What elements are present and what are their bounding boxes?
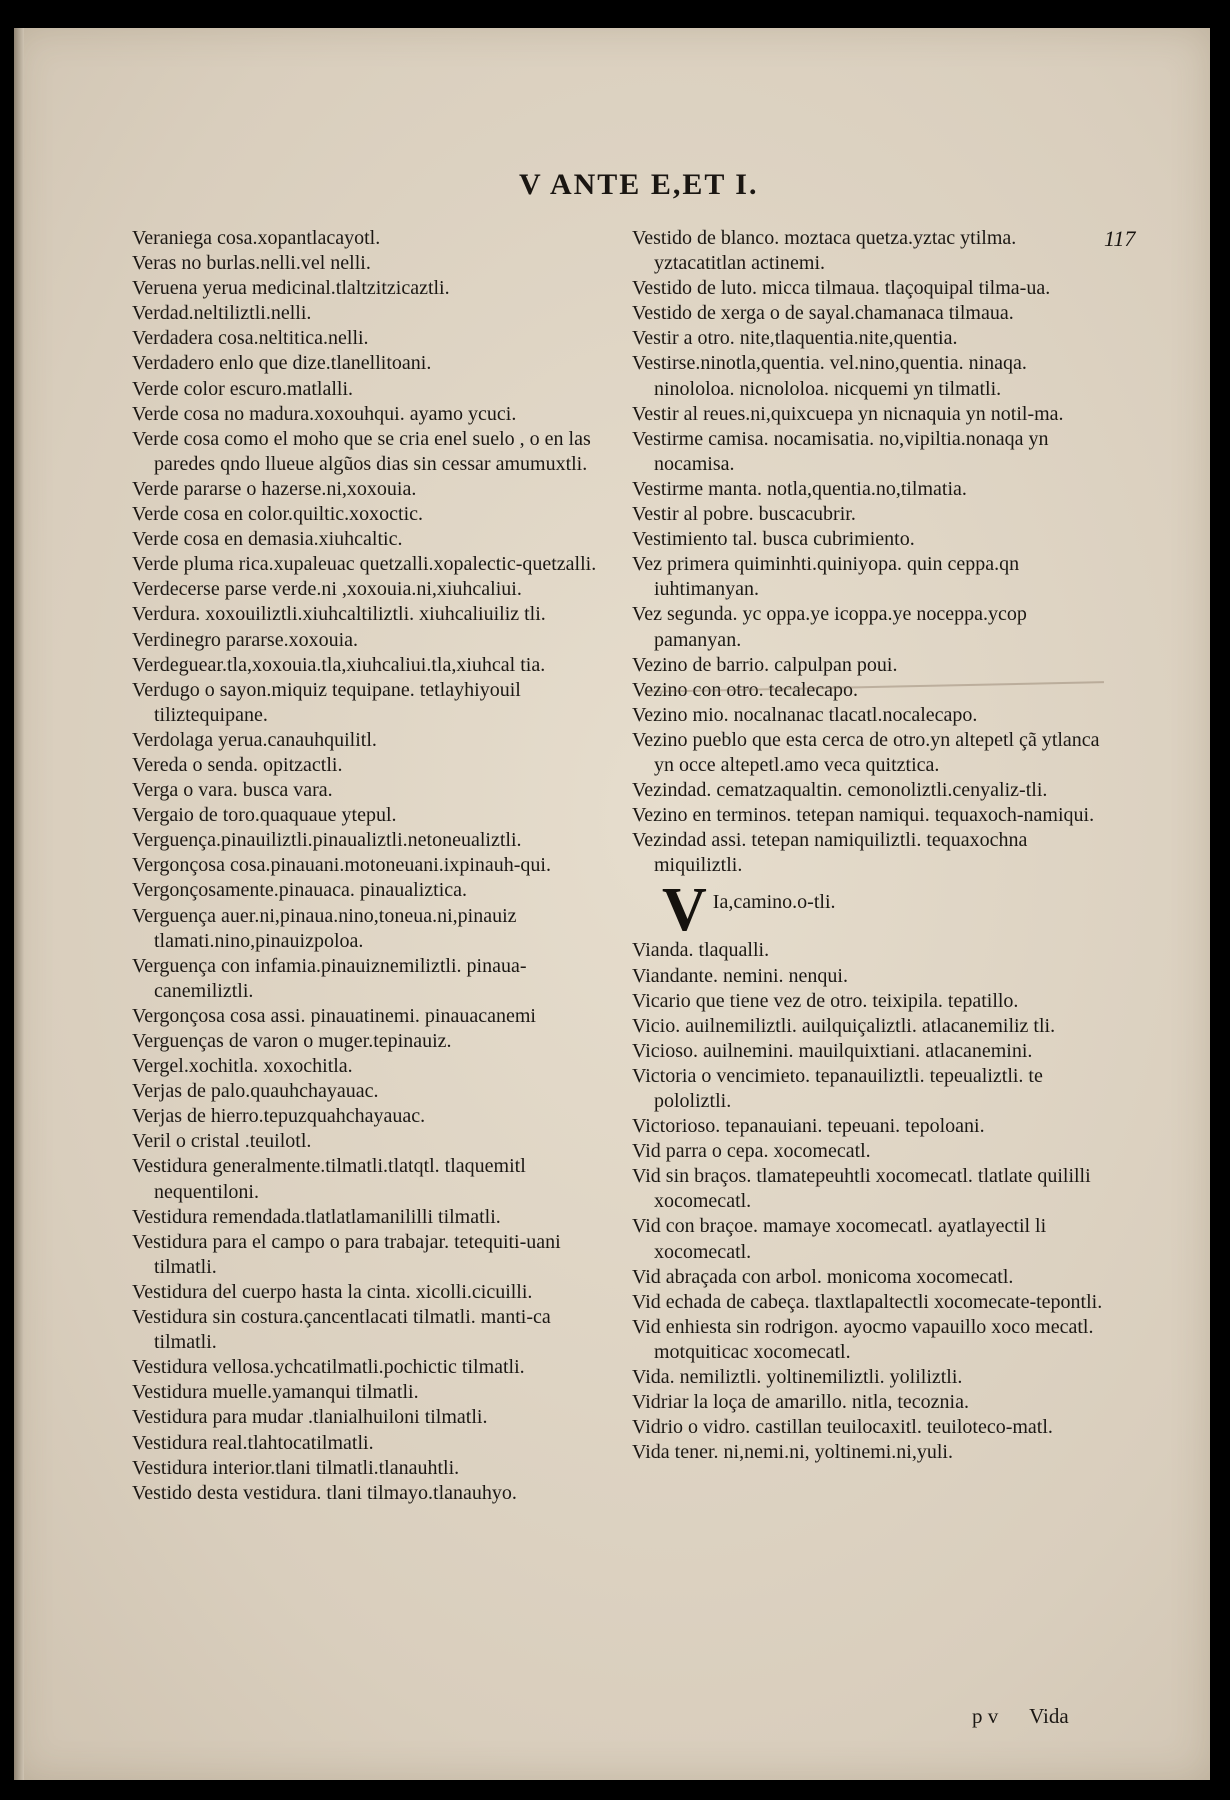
dictionary-entry: Vid parra o cepa. xocomecatl.: [632, 1140, 871, 1163]
dictionary-entry: Vid echada de cabeça. tlaxtlapaltectli xocomecate-tepontli.: [632, 1290, 1103, 1313]
dictionary-entry: Vida tener. ni,nemi.ni, yoltinemi.ni,yuli.: [632, 1441, 953, 1464]
dictionary-entry: Verde cosa como el moho que se cria enel suelo , o en las paredes qndo llueue algũos dias sin cessar amumuxtli.: [132, 427, 591, 475]
right-column-entries-after: [632, 938, 1110, 1465]
dictionary-entry: Vestido de blanco. moztaca quetza.yztac ytilma. yztacatitlan actinemi.: [632, 227, 1017, 275]
dictionary-entry: Victoria o vencimieto. tepanauiliztli. tepeualiztli. te pololiztli.: [632, 1064, 1043, 1112]
dictionary-entry: Vicario que tiene vez de otro. teixipila. tepatillo.: [632, 989, 1019, 1012]
dictionary-entry: Verguença auer.ni,pinaua.nino,toneua.ni,pinauiz tlamati.nino,pinauizpoloa.: [132, 904, 517, 952]
dictionary-entry: Vestidura muelle.yamanqui tilmatli.: [132, 1381, 419, 1404]
dictionary-entry: Vestidura interior.tlani tilmatli.tlanauhtli.: [132, 1456, 460, 1479]
dictionary-entry: Vestidura real.tlahtocatilmatli.: [132, 1431, 374, 1454]
catchword: Vida: [1029, 1704, 1069, 1728]
dictionary-entry: Verga o vara. busca vara.: [132, 779, 333, 802]
dictionary-entry: Vestidura para mudar .tlanialhuiloni tilmatli.: [132, 1406, 488, 1429]
signature-mark: p v: [972, 1704, 999, 1728]
dictionary-entry: Verguenças de varon o muger.tepinauiz.: [132, 1030, 452, 1052]
dictionary-entry: Verdeguear.tla,xoxouia.tla,xiuhcaliui.tla,xiuhcal tia.: [132, 653, 546, 676]
section-heading-text: Ia,camino.o-tli.: [712, 891, 836, 914]
dictionary-entry: Verde cosa en demasia.xiuhcaltic.: [132, 528, 403, 551]
dictionary-entry: Verdinegro pararse.xoxouia.: [132, 628, 359, 651]
dictionary-entry: Vergonçosamente.pinauaca. pinaualiztica.: [132, 879, 468, 902]
dictionary-entry: Vid abraçada con arbol. monicoma xocomecatl.: [632, 1265, 1014, 1288]
dictionary-entry: Vidriar la loça de amarillo. nitla, tecoznia.: [632, 1391, 969, 1414]
dictionary-entry: Vestimiento tal. busca cubrimiento.: [632, 528, 915, 551]
page-number: 117: [1104, 226, 1136, 251]
dictionary-entry: Verdadero enlo que dize.tlanellitoani.: [132, 352, 432, 375]
dictionary-entry: Vergel.xochitla. xoxochitla.: [132, 1055, 353, 1078]
dictionary-entry: Verjas de hierro.tepuzquahchayauac.: [132, 1105, 426, 1128]
running-head: V ANTE E,ET I.: [519, 168, 759, 201]
dictionary-entry: Vestir al pobre. buscacubrir.: [632, 503, 856, 526]
decorative-initial: V: [662, 876, 707, 945]
dictionary-entry: Vergonçosa cosa assi. pinauatinemi. pinauacanemi: [132, 1004, 536, 1027]
section-heading-vi: [632, 876, 1110, 945]
dictionary-entry: Verdad.neltiliztli.nelli.: [132, 302, 312, 325]
dictionary-entry: Verguença.pinauiliztli.pinaualiztli.netoneualiztli.: [132, 829, 522, 852]
dictionary-entry: Verjas de palo.quauhchayauac.: [132, 1080, 379, 1103]
dictionary-entry: Vestidura vellosa.ychcatilmatli.pochictic tilmatli.: [132, 1356, 525, 1379]
dictionary-entry: Vicioso. auilnemini. mauilquixtiani. atlacanemini.: [632, 1039, 1033, 1062]
dictionary-entry: Verde pararse o hazerse.ni,xoxouia.: [132, 477, 417, 500]
dictionary-entry: Veril o cristal .teuilotl.: [132, 1130, 312, 1153]
dictionary-entry: Vezindad assi. tetepan namiquiliztli. tequaxochna miquiliztli.: [632, 829, 1028, 877]
dictionary-entry: Vestidura para el campo o para trabajar. tetequiti-uani tilmatli.: [132, 1230, 561, 1278]
page-footer: [972, 1704, 1095, 1729]
dictionary-entry: Vestirme camisa. nocamisatia. no,vipiltia.nonaqa yn nocamisa.: [632, 427, 1049, 475]
dictionary-entry: Vestirme manta. notla,quentia.no,tilmatia.: [632, 477, 967, 500]
dictionary-entry: Vereda o senda. opitzactli.: [132, 753, 343, 776]
dictionary-entry: Verdura. xoxouiliztli.xiuhcaltiliztli. xiuhcaliuiliz tli.: [132, 603, 546, 626]
dictionary-entry: Vianda. tlaqualli.: [632, 939, 770, 962]
dictionary-entry: Verde color escuro.matlalli.: [132, 377, 354, 400]
dictionary-entry: Vestido de xerga o de sayal.chamanaca tilmaua.: [632, 302, 1014, 325]
dictionary-entry: Viandante. nemini. nenqui.: [632, 964, 848, 987]
dictionary-entry: Vestidura sin costura.çancentlacati tilmatli. manti-ca tilmatli.: [132, 1306, 551, 1354]
dictionary-entry: Veras no burlas.nelli.vel nelli.: [132, 252, 371, 275]
dictionary-entry: Veraniega cosa.xopantlacayotl.: [132, 227, 381, 249]
dictionary-entry: Verdugo o sayon.miquiz tequipane. tetlayhiyouil tiliztequipane.: [132, 678, 521, 726]
dictionary-entry: Verdecerse parse verde.ni ,xoxouia.ni,xiuhcaliui.: [132, 578, 522, 601]
dictionary-entry: Vicio. auilnemiliztli. auilquiçaliztli. atlacanemiliz tli.: [632, 1014, 1056, 1037]
dictionary-entry: Vestir al reues.ni,quixcuepa yn nicnaquia yn notil-ma.: [632, 402, 1064, 425]
right-column: [632, 226, 1110, 1465]
dictionary-entry: Vid con braçoe. mamaye xocomecatl. ayatlayectil li xocomecatl.: [632, 1215, 1047, 1263]
dictionary-entry: Vestidura remendada.tlatlatlamanililli tilmatli.: [132, 1205, 501, 1228]
dictionary-entry: Verdadera cosa.neltitica.nelli.: [132, 327, 369, 350]
dictionary-entry: Verdolaga yerua.canauhquilitl.: [132, 728, 377, 751]
dictionary-entry: Veruena yerua medicinal.tlaltzitzicaztli.: [132, 277, 450, 300]
dictionary-entry: Vestir a otro. nite,tlaquentia.nite,quentia.: [632, 327, 958, 350]
dictionary-entry: Verde cosa en color.quiltic.xoxoctic.: [132, 503, 424, 526]
dictionary-entry: Vezino con otro. tecalecapo.: [632, 678, 859, 701]
dictionary-entry: Verde pluma rica.xupaleuac quetzalli.xopalectic-quetzalli.: [132, 553, 597, 576]
dictionary-entry: Victorioso. tepanauiani. tepeuani. tepoloani.: [632, 1115, 985, 1138]
dictionary-entry: Vestido de luto. micca tilmaua. tlaçoquipal tilma-ua.: [632, 277, 1051, 300]
dictionary-entry: Vez segunda. yc oppa.ye icoppa.ye noceppa.ycop pamanyan.: [632, 603, 1027, 651]
right-column-entries-before: [632, 226, 1110, 878]
dictionary-entry: Vestidura generalmente.tilmatli.tlatqtl. tlaquemitl nequentiloni.: [132, 1155, 526, 1203]
dictionary-entry: Vezino mio. nocalnanac tlacatl.nocalecapo.: [632, 703, 978, 726]
dictionary-entry: Vida. nemiliztli. yoltinemiliztli. yoliliztli.: [632, 1366, 963, 1389]
dictionary-entry: Vestirse.ninotla,quentia. vel.nino,quentia. ninaqa. ninololoa. nicnololoa. nicquemi yn tilmatli.: [632, 352, 1027, 400]
dictionary-entry: Vergonçosa cosa.pinauani.motoneuani.ixpinauh-qui.: [132, 854, 551, 877]
dictionary-entry: Vez primera quiminhti.quiniyopa. quin ceppa.qn iuhtimanyan.: [632, 553, 1020, 601]
page-gutter: [14, 28, 24, 1780]
dictionary-entry: Vergaio de toro.quaquaue ytepul.: [132, 804, 397, 827]
dictionary-entry: Vezino de barrio. calpulpan poui.: [632, 653, 898, 676]
dictionary-entry: Verguença con infamia.pinauiznemiliztli. pinaua-canemiliztli.: [132, 954, 527, 1002]
book-page: [14, 28, 1210, 1780]
dictionary-entry: Vid enhiesta sin rodrigon. ayocmo vapauillo xoco mecatl. motquiticac xocomecatl.: [632, 1315, 1094, 1363]
dictionary-entry: Vezino pueblo que esta cerca de otro.yn altepetl çã ytlanca yn occe altepetl.amo veca quitztica.: [632, 728, 1100, 776]
dictionary-entry: Vezindad. cematzaqualtin. cemonoliztli.cenyaliz-tli.: [632, 779, 1048, 802]
dictionary-entry: Vid sin braços. tlamatepeuhtli xocomecatl. tlatlate quililli xocomecatl.: [632, 1165, 1091, 1213]
dictionary-entry: Verde cosa no madura.xoxouhqui. ayamo ycuci.: [132, 402, 517, 425]
dictionary-entry: Vidrio o vidro. castillan teuilocaxitl. teuiloteco-matl.: [632, 1416, 1053, 1439]
dictionary-entry: Vezino en terminos. tetepan namiqui. tequaxoch-namiqui.: [632, 804, 1095, 827]
dictionary-entry: Vestidura del cuerpo hasta la cinta. xicolli.cicuilli.: [132, 1280, 533, 1303]
left-column: [132, 226, 602, 1506]
dictionary-entry: Vestido desta vestidura. tlani tilmayo.tlanauhyo.: [132, 1481, 517, 1504]
